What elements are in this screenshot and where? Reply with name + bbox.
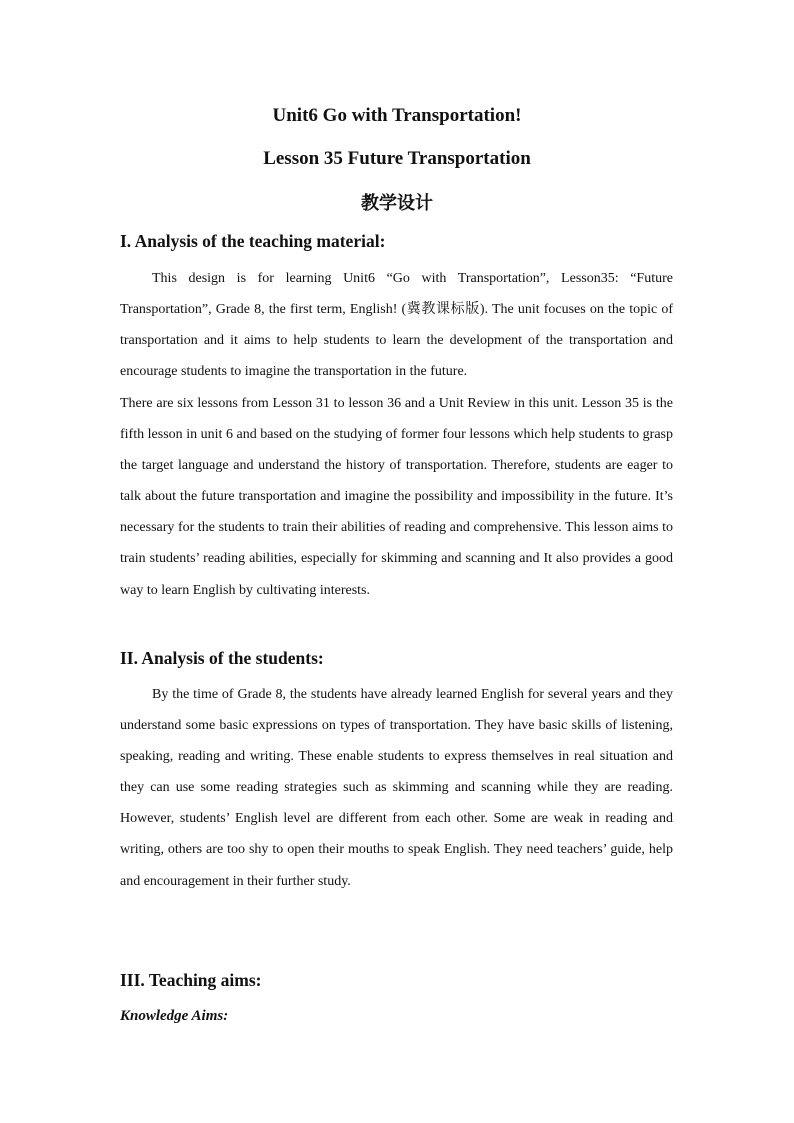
section-heading-students: II. Analysis of the students: xyxy=(120,648,324,668)
students-paragraph: By the time of Grade 8, the students have already learned English for several years and they understand some basic expressions on types of transportation. They have basic skills of listening, speaking, reading and writing. These enable students to express themselves in real situation and they can use some reading strategies such as skimming and scanning while they are reading. However, students’ English level are different from each other. Some are weak in reading and writing, others are too shy to open their mouths to speak English. They need teachers’ guide, help and encouragement in their further study. xyxy=(120,687,673,889)
material-paragraph-2: There are six lessons from Lesson 31 to lesson 36 and a Unit Review in this unit. Lesson 35 is the fifth lesson in unit 6 and based on the studying of former four lessons which help students to grasp the target language and understand the history of transportation. Therefore, students are eager to talk about the future transportation and imagine the possibility and impossibility in the future. It’s necessary for the students to train their abilities of reading and comprehensive. This lesson aims to train students’ reading abilities, especially for skimming and scanning and It also provides a good way to learn English by cultivating interests. xyxy=(120,396,673,598)
design-title: 教学设计 xyxy=(361,193,433,214)
unit-title: Unit6 Go with Transportation! xyxy=(272,105,522,126)
knowledge-aims-subheading: Knowledge Aims: xyxy=(120,1008,229,1024)
section-heading-aims: III. Teaching aims: xyxy=(120,970,262,990)
section-heading-material: I. Analysis of the teaching material: xyxy=(120,231,386,251)
material-paragraph-1: This design is for learning Unit6 “Go with Transportation”, Lesson35: “Future Transportation”, Grade 8, the first term, English! (冀教课标版). The unit focuses on the topic of transportation and it aims to help students to learn the development of the transportation and encourage students to imagine the transportation in the future. xyxy=(120,271,673,380)
lesson-title: Lesson 35 Future Transportation xyxy=(263,148,531,169)
